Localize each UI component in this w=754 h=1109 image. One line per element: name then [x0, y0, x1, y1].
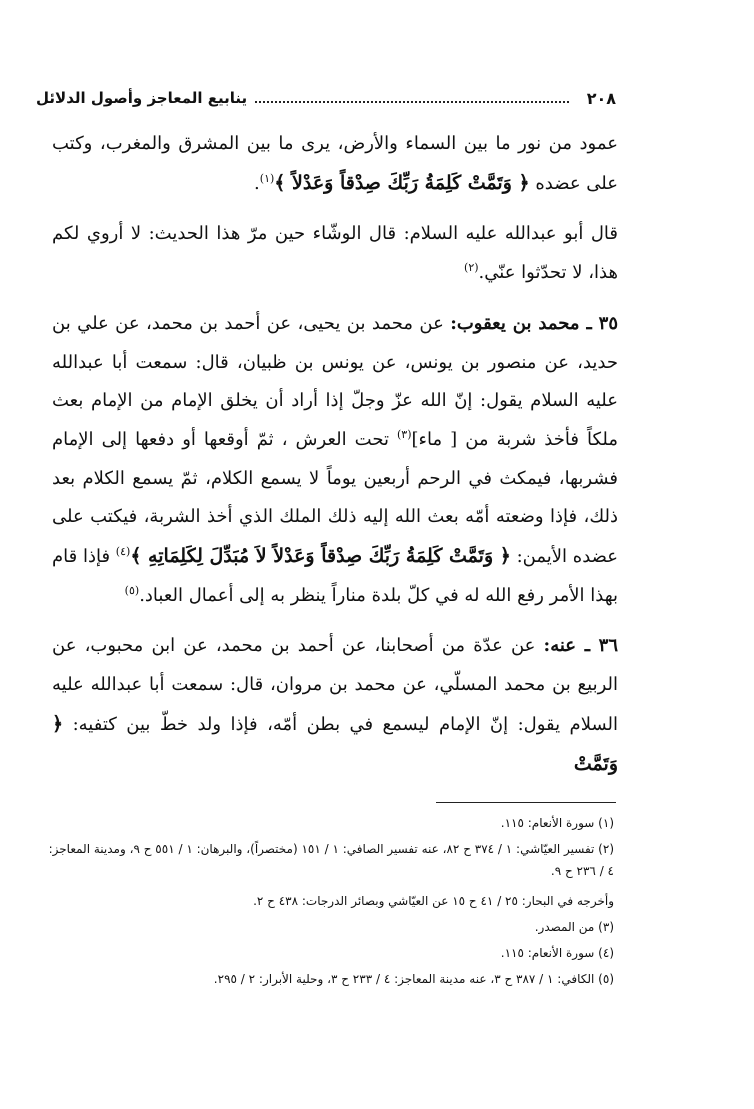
paragraph-text: عن عدّة من أصحابنا، عن أحمد بن محمد، عن ابن محبوب، عن الربيع بن محمد المسلّي، عن محمد بن مروان، قال: سمعت أبا عبدالله عليه السلام يقول: إنّ الإمام ليسمع في بطن أمّه، فإذا ولد خطّ بين كتفيه:	[52, 635, 618, 735]
footnote-ref: (٢)	[464, 261, 479, 275]
hadith-lead: ٣٥ ـ محمد بن يعقوب:	[450, 312, 618, 334]
footnotes	[48, 812, 614, 994]
footnote: (٢) تفسير العيّاشي: ١ / ٣٧٤ ح ٨٢، عنه تفسير الصافي: ١ / ١٥١ (مختصراً)، والبرهان: ١ / ٥٥١ ح ٩، ومدينة المعاجز: ٤ / ٢٣٦ ح ٩.	[48, 842, 614, 878]
footnote-separator	[436, 802, 616, 803]
book-title: ينابيع المعاجز وأصول الدلائل	[36, 89, 248, 107]
page-header	[36, 84, 616, 112]
paragraph-text: عن محمد بن يحيى، عن أحمد بن محمد، عن علي بن حديد، عن منصور بن يونس، عن يونس بن ظبيان، قال: سمعت أبا عبدالله عليه السلام يقول: إنّ الله عزّ وجلّ إذا أراد أن يخلق الإمام من الإمام بعث ملكاً فأخذ شربة من [ ماء]	[52, 312, 618, 450]
page-number: ٢٠٨	[586, 88, 616, 108]
footnote: (٣) من المصدر.	[534, 920, 614, 934]
paragraph-text: عمود من نور ما بين السماء والأرض، يرى ما بين المشرق والمغرب، وكتب على عضده	[52, 133, 618, 194]
quran-verse: ﴿ وَتَمَّتْ	[52, 712, 618, 775]
hadith-lead: ٣٦ ـ عنه:	[543, 635, 618, 657]
paragraph-2	[52, 215, 618, 292]
quran-verse: ﴿ وَتَمَّتْ كَلِمَةُ رَبِّكَ صِدْقاً وَعَدْلاً ﴾	[274, 171, 530, 194]
paragraph-3	[52, 305, 618, 616]
header-dotted-leader	[255, 101, 569, 103]
paragraph-1	[52, 125, 618, 203]
paragraph-4	[52, 627, 618, 784]
footnote: وأخرجه في البحار: ٢٥ / ٤١ ح ١٥ عن العيّاشي وبصائر الدرجات: ٤٣٨ ح ٢.	[253, 894, 614, 908]
paragraph-text: قال أبو عبدالله عليه السلام: قال الوشّاء حين مرّ هذا الحديث: لا أروي لكم هذا، لا تحدّثوا عنّي.	[52, 223, 618, 284]
paragraph-text: .	[254, 172, 260, 194]
footnote-ref: (١)	[259, 171, 275, 185]
main-text	[52, 125, 618, 784]
footnote: (١) سورة الأنعام: ١١٥.	[500, 816, 614, 830]
paragraph-text: تحت العرش ، ثمّ أوقعها أو دفعها إلى الإمام فشربها، فيمكث في الرحم أربعين يوماً لا يسمع الكلام، ثمّ يسمع الكلام بعد ذلك، فإذا وضعته أمّه بعث الله إليه ذلك الملك الذي أخذ الشربة، فيكتب على عضده الأيمن:	[52, 428, 619, 568]
footnote: (٥) الكافي: ١ / ٣٨٧ ح ٣، عنه مدينة المعاجز: ٤ / ٢٣٣ ح ٣، وحلية الأبرار: ٢ / ٢٩٥.	[213, 972, 614, 986]
footnote: (٤) سورة الأنعام: ١١٥.	[500, 946, 614, 960]
footnote-ref: (٣)	[397, 427, 412, 441]
paragraph-text: فإذا قام بهذا الأمر رفع الله له في كلّ بلدة مناراً ينظر به إلى أعمال العباد.	[52, 546, 618, 606]
footnote-ref: (٥)	[124, 583, 140, 597]
quran-verse: ﴿ وَتَمَّتْ كَلِمَةُ رَبِّكَ صِدْقاً وَعَدْلاً لاَ مُبَدِّلَ لِكَلِمَاتِهِ ﴾	[130, 545, 511, 568]
footnote-ref: (٤)	[115, 545, 131, 559]
